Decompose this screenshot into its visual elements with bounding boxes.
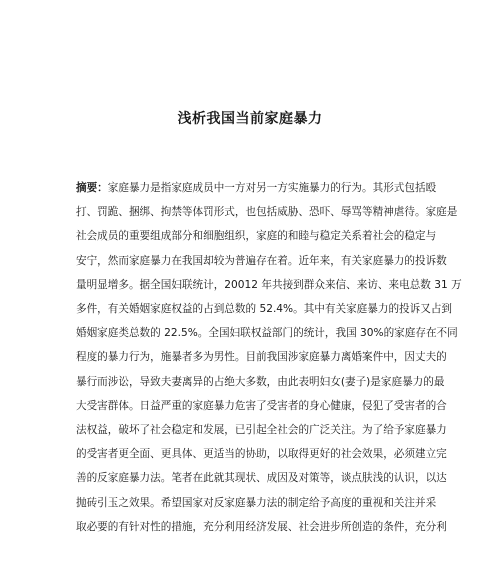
abstract-paragraph xyxy=(76,176,462,539)
paragraph-line: 暴行而涉讼，导致夫妻离异的占绝大多数，由此表明妇女(妻子)是家庭暴力的最 xyxy=(76,375,445,388)
paragraph-line: 的受害者更全面、更具体、更适当的协助，以取得更好的社会效果，必须建立完 xyxy=(76,448,447,461)
paragraph-line: 量明显增多。据全国妇联统计，20012 年共接到群众来信、来访、来电总数 31 万 xyxy=(76,278,462,291)
paragraph-line: 安宁，然而家庭暴力在我国却较为普遍存在着。近年来，有关家庭暴力的投诉数 xyxy=(76,254,447,267)
paragraph-line: 抛砖引玉之效果。希望国家对反家庭暴力法的制定给予高度的重视和关注并采 xyxy=(76,496,437,509)
paragraph-line: 取必要的有针对性的措施，充分利用经济发展、社会进步所创造的条件，充分利 xyxy=(76,520,447,533)
paragraph-line: 法权益，破坏了社会稳定和发展，已引起全社会的广泛关注。为了给予家庭暴力 xyxy=(76,424,447,437)
paragraph-line: 大受害群体。日益严重的家庭暴力危害了受害者的身心健康，侵犯了受害者的合 xyxy=(76,399,447,412)
paragraph-line: 婚姻家庭类总数的 22.5%。全国妇联权益部门的统计，我国 30%的家庭存在不同 xyxy=(76,327,458,340)
abstract-label: 摘要： xyxy=(76,182,108,194)
paragraph-line xyxy=(76,176,437,200)
paragraph-line: 程度的暴力行为，施暴者多为男性。目前我国涉家庭暴力离婚案件中，因丈夫的 xyxy=(76,351,447,364)
paragraph-line: 善的反家庭暴力法。笔者在此就其现状、成因及对策等，谈点肤浅的认识，以达 xyxy=(76,472,447,485)
paragraph-line: 社会成员的重要组成部分和细胞组织，家庭的和睦与稳定关系着社会的稳定与 xyxy=(76,230,437,243)
paragraph-line: 打、罚跪、捆绑、拘禁等体罚形式，也包括威胁、恐吓、辱骂等精神虐待。家庭是 xyxy=(76,206,458,219)
line-text: 家庭暴力是指家庭成员中一方对另一方实施暴力的行为。其形式包括殴 xyxy=(107,182,437,194)
paragraph-line: 多件，有关婚姻家庭权益的占到总数的 52.4%。其中有关家庭暴力的投诉又占到 xyxy=(76,303,453,316)
document-title: 浅析我国当前家庭暴力 xyxy=(177,111,323,127)
